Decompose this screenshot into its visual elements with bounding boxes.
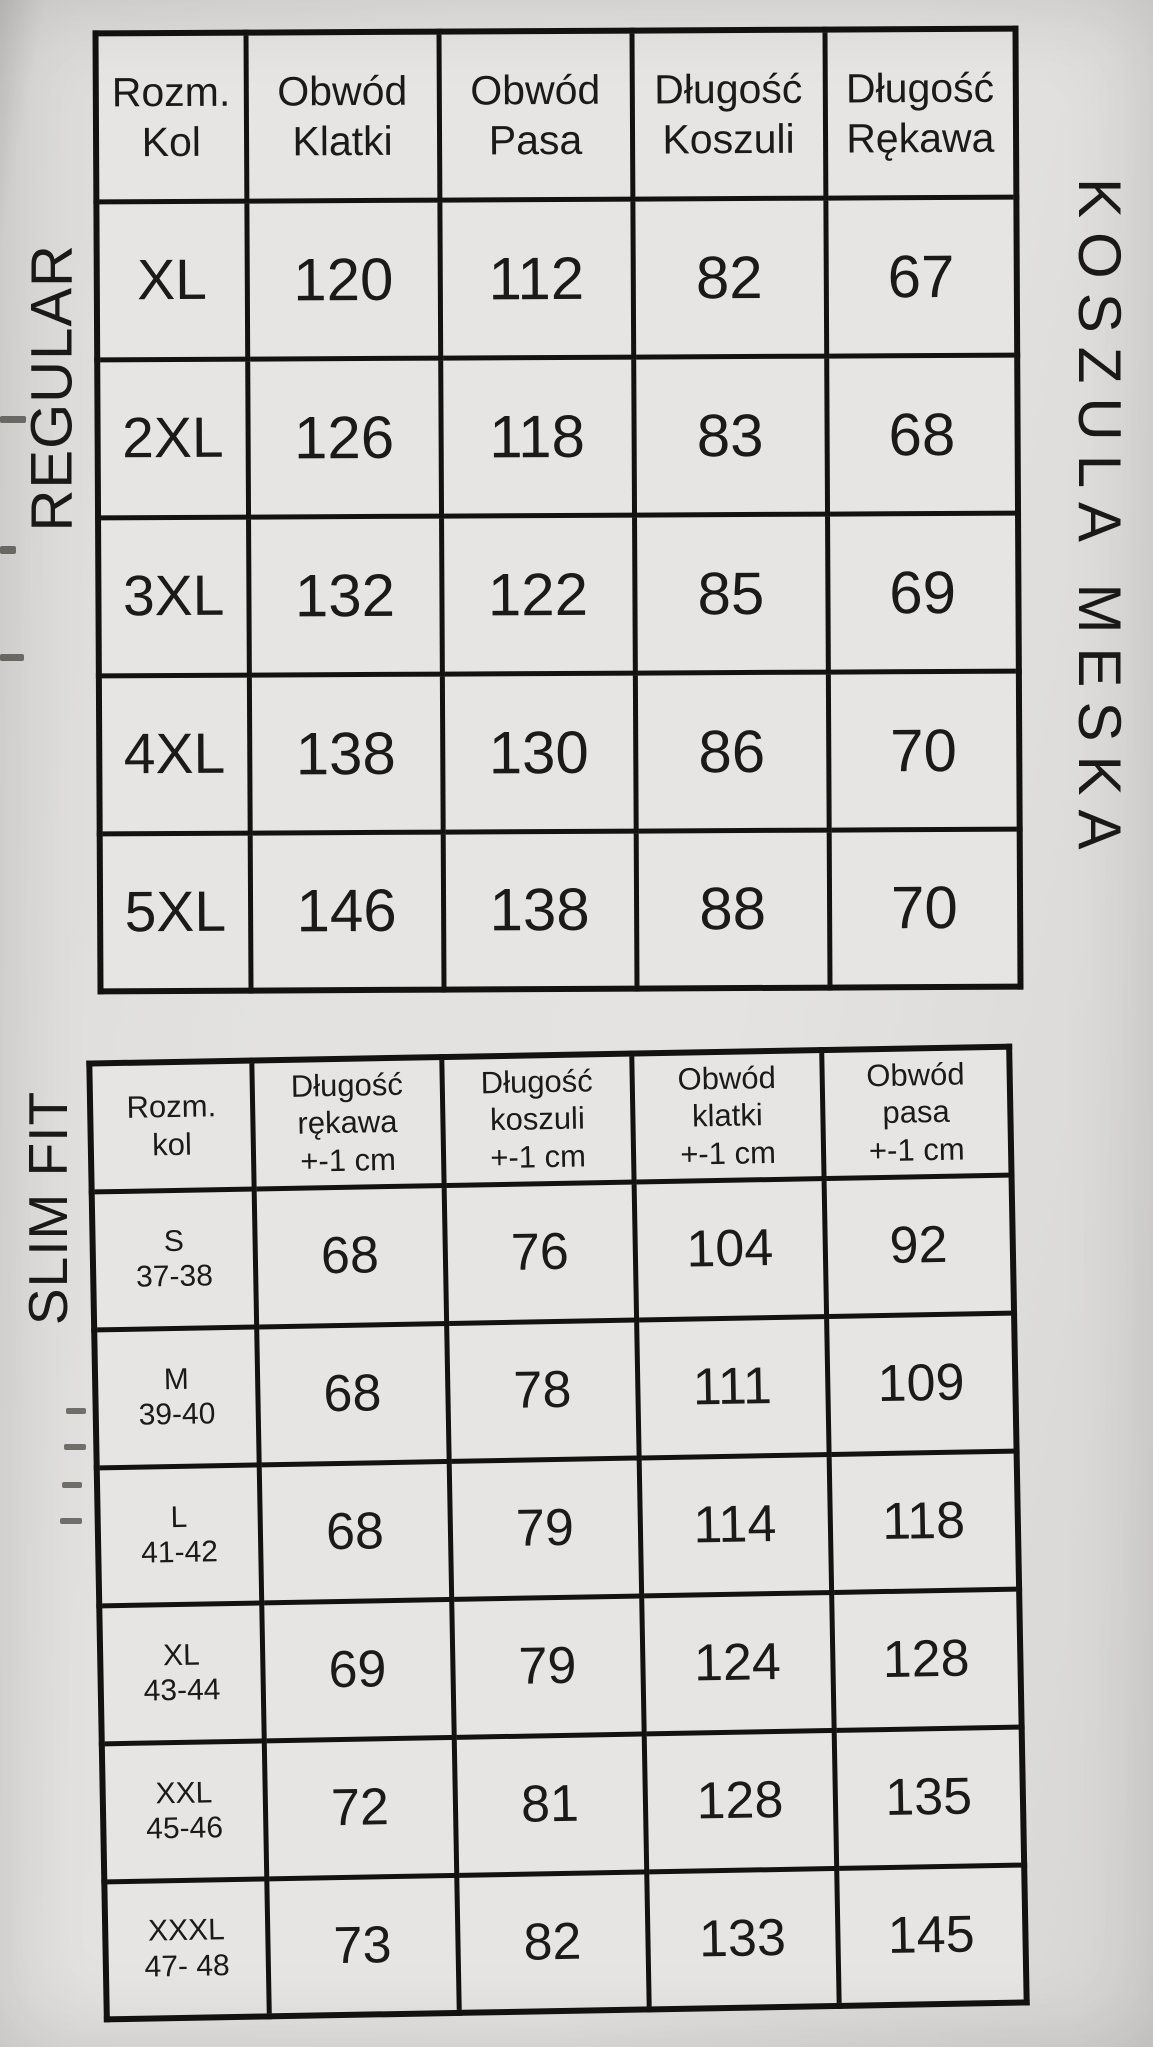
- regular-size-table: [92, 26, 1023, 995]
- value-cell: 128: [644, 1730, 836, 1871]
- table-row: [99, 671, 1020, 834]
- value-cell: 68: [826, 355, 1018, 514]
- value-cell: 85: [634, 514, 828, 673]
- slim-header-row: [89, 1047, 1011, 1192]
- koszula-meska-side-label: KOSZULA MESKA: [1066, 178, 1133, 864]
- header-line: Kol: [141, 119, 202, 166]
- slim-fit-side-label: SLIM FIT: [17, 1090, 79, 1326]
- header-line: +-1 cm: [868, 1131, 965, 1169]
- size-line: 39-40: [138, 1397, 216, 1432]
- header-cell-dlugosc-koszuli: [631, 30, 825, 199]
- table-row: [94, 1313, 1016, 1468]
- value-cell: 73: [266, 1875, 458, 2016]
- value-cell: 128: [831, 1589, 1021, 1730]
- size-line: 45-46: [145, 1811, 224, 1846]
- value-cell: 126: [247, 358, 441, 517]
- size-cell: [92, 1189, 257, 1330]
- value-cell: 124: [641, 1592, 833, 1733]
- size-line: L: [170, 1500, 188, 1534]
- value-cell: 122: [441, 515, 635, 674]
- value-cell: 120: [246, 200, 440, 359]
- header-line: kol: [151, 1126, 193, 1163]
- size-cell: 5XL: [100, 833, 251, 992]
- table-row: [92, 1175, 1014, 1330]
- value-cell: 67: [825, 197, 1017, 356]
- header-line: Obwód: [865, 1056, 965, 1093]
- header-cell-dlugosc-rekawa: [824, 29, 1016, 198]
- value-cell: 68: [259, 1461, 451, 1602]
- header-line: Długość: [480, 1062, 594, 1100]
- photo-edge-mark: [60, 1518, 82, 1524]
- value-cell: 79: [449, 1458, 641, 1599]
- slim-fit-size-table: [86, 1044, 1029, 2023]
- header-line: Rozm.: [126, 1088, 217, 1126]
- header-line: Długość: [845, 64, 995, 112]
- size-cell: XL: [96, 201, 247, 360]
- photo-edge-mark: [62, 1482, 82, 1488]
- header-cell-obwod-pasa: [438, 31, 632, 200]
- regular-header-row: [95, 29, 1016, 202]
- header-cell-rozm-kol: [95, 33, 246, 202]
- value-cell: 132: [248, 516, 442, 675]
- header-line: +-1 cm: [300, 1142, 397, 1179]
- value-cell: 82: [632, 198, 826, 357]
- value-cell: 146: [250, 832, 444, 991]
- size-line: 41-42: [140, 1535, 219, 1570]
- table-row: [99, 1589, 1021, 1744]
- value-cell: 138: [443, 831, 637, 990]
- table-row: [104, 1865, 1026, 2020]
- value-cell: 79: [451, 1595, 643, 1736]
- value-cell: 81: [454, 1733, 646, 1874]
- size-cell: [99, 1602, 264, 1743]
- table-row: [98, 513, 1019, 676]
- size-cell: 3XL: [98, 517, 249, 676]
- value-cell: 92: [824, 1175, 1014, 1316]
- header-cell-obwod-klatki: [245, 32, 439, 201]
- value-cell: 70: [828, 671, 1020, 830]
- header-line: +-1 cm: [679, 1135, 777, 1172]
- header-line: Koszuli: [662, 116, 795, 163]
- size-cell: [94, 1326, 259, 1467]
- header-line: Obwód: [470, 67, 601, 114]
- header-line: Rozm.: [111, 68, 231, 116]
- value-cell: 83: [633, 356, 827, 515]
- size-cell: [97, 1464, 262, 1605]
- value-cell: 78: [446, 1320, 638, 1461]
- value-cell: 118: [829, 1451, 1019, 1592]
- value-cell: 68: [254, 1185, 446, 1326]
- header-cell-dlugosc-rekawa: [251, 1057, 443, 1188]
- header-cell-rozm-kol: [89, 1061, 253, 1192]
- table-row: [102, 1727, 1024, 1882]
- value-cell: 118: [440, 357, 634, 516]
- value-cell: 69: [827, 513, 1019, 672]
- size-line: XXL: [155, 1775, 213, 1811]
- value-cell: 138: [249, 674, 443, 833]
- value-cell: 111: [636, 1316, 828, 1457]
- value-cell: 69: [261, 1599, 453, 1740]
- size-cell: [102, 1740, 267, 1881]
- value-cell: 88: [636, 830, 830, 989]
- header-line: Obwód: [677, 1059, 777, 1097]
- table-row: [96, 197, 1017, 360]
- value-cell: 70: [829, 829, 1021, 988]
- value-cell: 130: [442, 673, 636, 832]
- photo-edge-mark: [0, 546, 16, 554]
- value-cell: 76: [444, 1182, 636, 1323]
- regular-table-wrapper: [92, 26, 1023, 995]
- value-cell: 145: [836, 1865, 1026, 2006]
- value-cell: 109: [826, 1313, 1016, 1454]
- value-cell: 104: [634, 1178, 826, 1319]
- header-cell-obwod-pasa: [821, 1047, 1011, 1178]
- value-cell: 114: [639, 1454, 831, 1595]
- regular-side-label: REGULAR: [19, 244, 85, 532]
- header-line: Klatki: [292, 118, 393, 165]
- size-line: M: [163, 1362, 190, 1396]
- slim-fit-table-wrapper: [86, 1044, 1029, 2023]
- size-line: XL: [162, 1638, 201, 1672]
- table-row: [97, 1451, 1019, 1606]
- photo-edge-mark: [66, 1408, 86, 1414]
- header-line: rękawa: [297, 1104, 398, 1142]
- size-cell: 4XL: [99, 675, 250, 834]
- header-line: Obwód: [277, 68, 408, 115]
- size-line: 43-44: [143, 1673, 221, 1708]
- header-line: koszuli: [489, 1100, 586, 1138]
- header-line: Rękawa: [846, 114, 995, 162]
- value-cell: 72: [264, 1737, 456, 1878]
- header-cell-obwod-klatki: [631, 1050, 823, 1181]
- header-line: Pasa: [488, 117, 583, 164]
- value-cell: 86: [635, 672, 829, 831]
- value-cell: 112: [439, 199, 633, 358]
- header-cell-dlugosc-koszuli: [441, 1054, 633, 1185]
- photo-edge-mark: [64, 1444, 86, 1450]
- size-line: XXXL: [147, 1913, 226, 1948]
- header-line: klatki: [691, 1097, 764, 1134]
- header-line: +-1 cm: [489, 1138, 587, 1176]
- header-line: Długość: [290, 1066, 404, 1104]
- value-cell: 135: [834, 1727, 1024, 1868]
- size-line: S: [163, 1224, 185, 1258]
- table-row: [100, 829, 1021, 992]
- size-cell: 2XL: [97, 359, 248, 518]
- size-cell: [104, 1878, 269, 2019]
- header-line: Długość: [654, 65, 803, 113]
- header-line: pasa: [882, 1094, 951, 1131]
- size-line: 47- 48: [144, 1948, 230, 1984]
- value-cell: 133: [646, 1868, 838, 2009]
- photo-edge-mark: [0, 654, 24, 661]
- size-line: 37-38: [135, 1259, 214, 1294]
- value-cell: 82: [456, 1871, 648, 2012]
- table-row: [97, 355, 1018, 518]
- value-cell: 68: [256, 1323, 448, 1464]
